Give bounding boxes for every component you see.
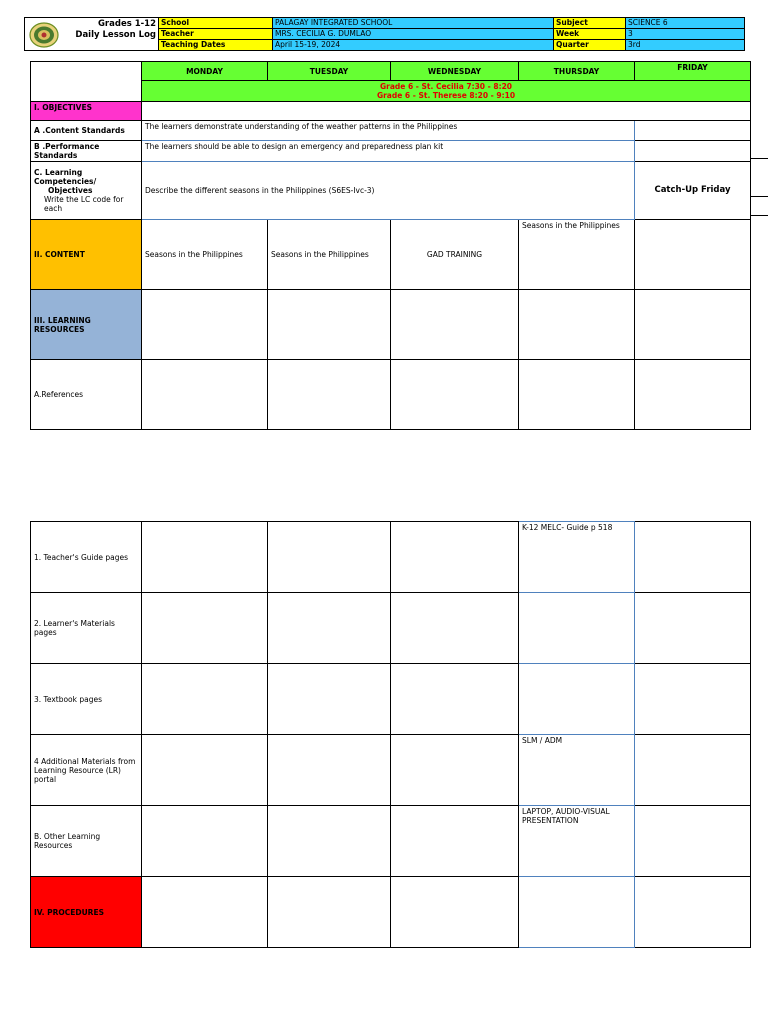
- resource-label-additional-materials: 4 Additional Materials from Learning Resource (LR) portal: [31, 735, 142, 806]
- content-wednesday: GAD TRAINING: [391, 220, 519, 290]
- quarter-value: 3rd: [626, 40, 745, 51]
- tb-friday: [635, 664, 751, 735]
- subject-label: Subject: [554, 18, 626, 29]
- procedures-heading: IV. PROCEDURES: [31, 877, 142, 948]
- lesson-log-table-continued: [30, 521, 751, 948]
- resource-label-other-learning: B. Other Learning Resources: [31, 806, 142, 877]
- day-friday: FRIDAY: [635, 62, 751, 81]
- lm-thursday: [519, 593, 635, 664]
- am-friday: [635, 735, 751, 806]
- tg-tuesday: [268, 522, 391, 593]
- am-monday: [142, 735, 268, 806]
- proc-tuesday: [268, 877, 391, 948]
- content-thursday: Seasons in the Philippines: [519, 220, 635, 290]
- tg-monday: [142, 522, 268, 593]
- tb-monday: [142, 664, 268, 735]
- side-rule-2: [750, 196, 768, 197]
- teacher-label: Teacher: [159, 29, 273, 40]
- am-wednesday: [391, 735, 519, 806]
- day-thursday: THURSDAY: [519, 62, 635, 81]
- header-logo-cell: [24, 17, 158, 51]
- proc-wednesday: [391, 877, 519, 948]
- competencies-label: [31, 162, 142, 220]
- week-label: Week: [554, 29, 626, 40]
- lm-tuesday: [268, 593, 391, 664]
- resource-label-learners-materials: 2. Learner's Materials pages: [31, 593, 142, 664]
- ol-wednesday: [391, 806, 519, 877]
- header-title: [65, 19, 159, 40]
- corner-cell: [31, 62, 142, 102]
- lm-wednesday: [391, 593, 519, 664]
- schedule-line-1: Grade 6 - St. Cecilia 7:30 - 8:20: [379, 82, 513, 91]
- ref-monday: [142, 360, 268, 430]
- ol-tuesday: [268, 806, 391, 877]
- school-label: School: [159, 18, 273, 29]
- lesson-log-table: [30, 61, 751, 430]
- lr-tuesday: [268, 290, 391, 360]
- dll-header: [24, 17, 744, 51]
- day-monday: MONDAY: [142, 62, 268, 81]
- performance-standards-text: The learners should be able to design an emergency and preparedness plan kit: [142, 141, 635, 162]
- header-title-line2: Daily Lesson Log: [75, 29, 156, 40]
- content-standards-text: The learners demonstrate understanding of the weather patterns in the Philippines: [142, 121, 635, 141]
- objectives-heading: I. OBJECTIVES: [31, 102, 142, 121]
- teaching-dates-value: April 15-19, 2024: [273, 40, 554, 51]
- lr-monday: [142, 290, 268, 360]
- learning-resources-heading: III. LEARNING RESOURCES: [31, 290, 142, 360]
- ol-monday: [142, 806, 268, 877]
- ref-tuesday: [268, 360, 391, 430]
- header-info-grid: [158, 17, 745, 51]
- lm-friday: [635, 593, 751, 664]
- content-friday: [635, 220, 751, 290]
- competencies-label-line3: Write the LC code for each: [44, 195, 124, 213]
- content-tuesday: Seasons in the Philippines: [268, 220, 391, 290]
- tb-wednesday: [391, 664, 519, 735]
- deped-seal-icon: [29, 22, 59, 48]
- tg-wednesday: [391, 522, 519, 593]
- resource-label-textbook: 3. Textbook pages: [31, 664, 142, 735]
- week-value: 3: [626, 29, 745, 40]
- lr-friday: [635, 290, 751, 360]
- day-wednesday: WEDNESDAY: [391, 62, 519, 81]
- content-standards-label: A .Content Standards: [31, 121, 142, 141]
- content-heading: II. CONTENT: [31, 220, 142, 290]
- lr-thursday: [519, 290, 635, 360]
- proc-monday: [142, 877, 268, 948]
- competencies-label-line1: C. Learning Competencies/: [34, 168, 97, 186]
- catch-up-friday: Catch-Up Friday: [635, 162, 751, 220]
- ref-wednesday: [391, 360, 519, 430]
- teacher-value: MRS. CECILIA G. DUMLAO: [273, 29, 554, 40]
- references-label: A.References: [31, 360, 142, 430]
- quarter-label: Quarter: [554, 40, 626, 51]
- resource-label-teachers-guide: 1. Teacher's Guide pages: [31, 522, 142, 593]
- proc-friday: [635, 877, 751, 948]
- performance-standards-label: B .Performance Standards: [31, 141, 142, 162]
- tg-thursday: K-12 MELC- Guide p 518: [519, 522, 635, 593]
- side-rule-3: [750, 215, 768, 216]
- lr-wednesday: [391, 290, 519, 360]
- schedule-line-2: Grade 6 - St. Therese 8:20 - 9:10: [376, 91, 516, 100]
- am-thursday: SLM / ADM: [519, 735, 635, 806]
- objectives-blank: [142, 102, 751, 121]
- performance-standards-friday: [635, 141, 751, 162]
- school-value: PALAGAY INTEGRATED SCHOOL: [273, 18, 554, 29]
- subject-value: SCIENCE 6: [626, 18, 745, 29]
- content-standards-friday: [635, 121, 751, 141]
- day-tuesday: TUESDAY: [268, 62, 391, 81]
- am-tuesday: [268, 735, 391, 806]
- tb-thursday: [519, 664, 635, 735]
- teaching-dates-label: Teaching Dates: [159, 40, 273, 51]
- ol-friday: [635, 806, 751, 877]
- content-monday: Seasons in the Philippines: [142, 220, 268, 290]
- tg-friday: [635, 522, 751, 593]
- competencies-label-line2: Objectives: [48, 186, 93, 195]
- side-rule-1: [750, 158, 768, 159]
- competencies-text: Describe the different seasons in the Philippines (S6ES-Ivc-3): [142, 162, 635, 220]
- header-title-line1: Grades 1-12: [97, 19, 156, 29]
- ol-thursday: LAPTOP, AUDIO-VISUAL PRESENTATION: [519, 806, 635, 877]
- ref-friday: [635, 360, 751, 430]
- tb-tuesday: [268, 664, 391, 735]
- proc-thursday: [519, 877, 635, 948]
- schedule-banner: [142, 81, 751, 102]
- lm-monday: [142, 593, 268, 664]
- ref-thursday: [519, 360, 635, 430]
